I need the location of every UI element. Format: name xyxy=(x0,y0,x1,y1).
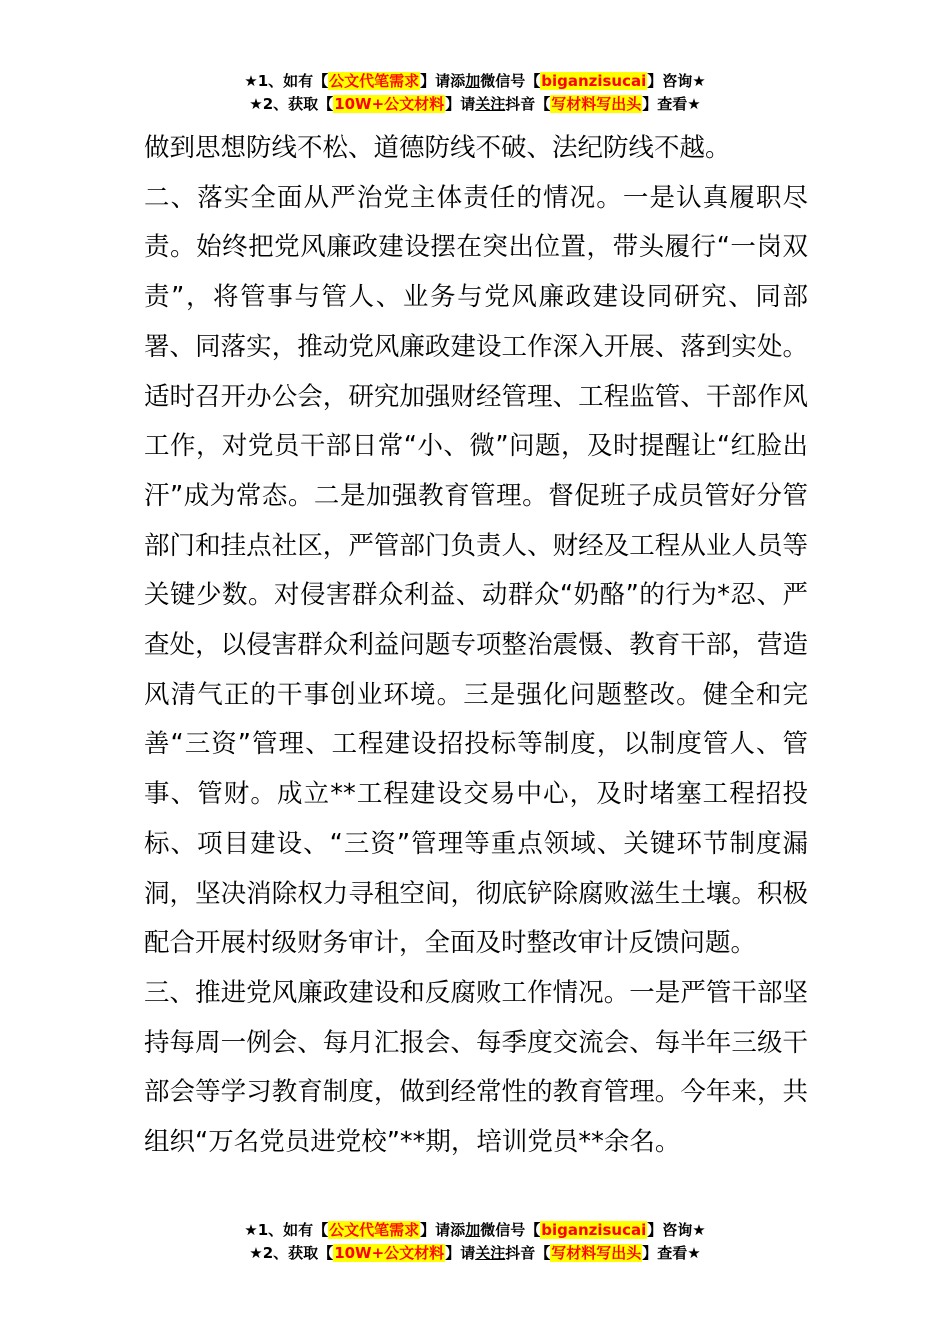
notice-highlight-wechat-id: biganzisucai xyxy=(541,1221,647,1239)
footer-notice-line-1 xyxy=(0,1219,950,1242)
notice-text: ★1、如有【 xyxy=(244,72,329,90)
notice-highlight-douyin-account: 写材料写出头 xyxy=(551,1244,642,1262)
notice-text: 抖音【 xyxy=(505,1244,551,1262)
footer-notice-line-2 xyxy=(0,1242,950,1265)
notice-text: 】咨询★ xyxy=(647,1221,706,1239)
paragraph-continuation: 做到思想防线不松、道德防线不破、法纪防线不越。 xyxy=(144,133,731,163)
notice-highlight-wechat-id: biganzisucai xyxy=(541,72,647,90)
header-notice-line-1 xyxy=(0,70,950,93)
notice-text: 】查看★ xyxy=(642,1244,701,1262)
notice-underline-follow: 关注 xyxy=(475,95,506,113)
notice-text: ★2、获取【 xyxy=(249,95,334,113)
paragraph-section-two: 二、落实全面从严治党主体责任的情况。一是认真履职尽责。始终把党风廉政建设摆在突出位置，带头履行“一岗双责”，将管事与管人、业务与党风廉政建设同研究、同部署、同落实，推动党风廉政建设工作深入开展、落到实处。适时召开办公会，研究加强财经管理、工程监管、干部作风工作，对党员干部日常“小、微”问题，及时提醒让“红脸出汗”成为常态。二是加强教育管理。督促班子成员管好分管部门和挂点社区，严管部门负责人、财经及工程从业人员等关键少数。对侵害群众利益、动群众“奶酪”的行为*忍、严查处，以侵害群众利益问题专项整治震慑、教育干部，营造风清气正的干事创业环境。三是强化问题整改。健全和完善“三资”管理、工程建设招投标等制度，以制度管人、管事、管财。成立**工程建设交易中心，及时堵塞工程招投标、项目建设、“三资”管理等重点领域、关键环节制度漏洞，坚决消除权力寻租空间，彻底铲除腐败滋生土壤。积极配合开展村级财务审计，全面及时整改审计反馈问题。 xyxy=(144,182,808,959)
notice-text: 微信号【 xyxy=(480,72,541,90)
notice-highlight-materials: 10W+公文材料 xyxy=(334,1244,445,1262)
notice-text: ★1、如有【 xyxy=(244,1221,329,1239)
notice-underline-follow: 关注 xyxy=(475,1244,506,1262)
notice-underline-add: 加 xyxy=(465,72,481,90)
notice-text: 】查看★ xyxy=(642,95,701,113)
notice-text: 】请 xyxy=(445,1244,476,1262)
header-notice-line-2 xyxy=(0,93,950,116)
notice-text: 】咨询★ xyxy=(647,72,706,90)
notice-text: 微信号【 xyxy=(480,1221,541,1239)
notice-text: 抖音【 xyxy=(505,95,551,113)
document-body xyxy=(144,124,808,1168)
header-notice xyxy=(0,70,950,116)
notice-highlight-materials: 10W+公文材料 xyxy=(334,95,445,113)
notice-text: ★2、获取【 xyxy=(249,1244,334,1262)
footer-notice xyxy=(0,1219,950,1265)
notice-text: 】请添 xyxy=(420,72,466,90)
notice-highlight-ghostwriting: 公文代笔需求 xyxy=(329,1221,420,1239)
paragraph-section-three: 三、推进党风廉政建设和反腐败工作情况。一是严管干部坚持每周一例会、每月汇报会、每季度交流会、每半年三级干部会等学习教育制度，做到经常性的教育管理。今年来，共组织“万名党员进党校”**期，培训党员**余名。 xyxy=(144,977,808,1158)
notice-text: 】请添 xyxy=(420,1221,466,1239)
notice-highlight-ghostwriting: 公文代笔需求 xyxy=(329,72,420,90)
notice-underline-add: 加 xyxy=(465,1221,481,1239)
notice-highlight-douyin-account: 写材料写出头 xyxy=(551,95,642,113)
notice-text: 】请 xyxy=(445,95,476,113)
